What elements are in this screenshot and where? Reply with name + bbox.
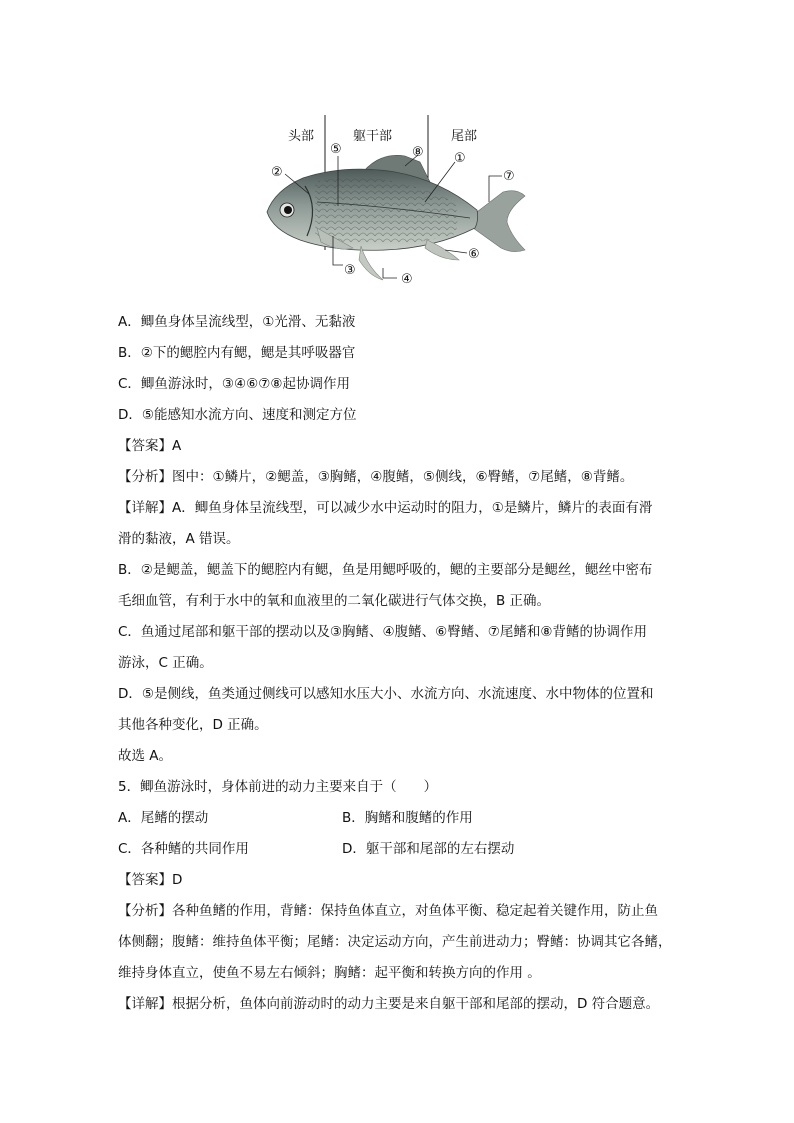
q5-option-d: D．躯干部和尾部的左右摆动 bbox=[342, 841, 515, 857]
anal-fin bbox=[425, 240, 459, 260]
q4-detail-line: 其他各种变化，D 正确。 bbox=[118, 717, 268, 733]
q5-answer: 【答案】D bbox=[118, 872, 183, 888]
q4-analysis: 【分析】图中：①鳞片，②鳃盖，③胸鳍，④腹鳍，⑤侧线，⑥臀鳍，⑦尾鳍，⑧背鳍。 bbox=[118, 469, 634, 485]
marker-5: ⑤ bbox=[330, 142, 342, 157]
region-label-tail: 尾部 bbox=[451, 129, 478, 144]
pelvic-fin bbox=[359, 246, 383, 280]
q4-detail-line: 游泳，C 正确。 bbox=[118, 655, 213, 671]
q5-question: 5．鲫鱼游泳时，身体前进的动力主要来自于（ ） bbox=[118, 779, 438, 795]
q4-detail-line: 毛细血管，有利于水中的氧和血液里的二氧化碳进行气体交换，B 正确。 bbox=[118, 593, 551, 609]
marker-8: ⑧ bbox=[412, 145, 424, 160]
q4-detail-line: 滑的黏液，A 错误。 bbox=[118, 531, 240, 547]
q5-option-b: B．胸鳍和腹鳍的作用 bbox=[342, 810, 473, 826]
fish-diagram bbox=[255, 110, 545, 295]
q5-detail: 【详解】根据分析，鱼体向前游动时的动力主要是来自躯干部和尾部的摆动，D 符合题意。 bbox=[118, 996, 660, 1012]
fish-pupil bbox=[284, 206, 292, 214]
q5-analysis-line: 【分析】各种鱼鳍的作用，背鳍：保持鱼体直立，对鱼体平衡、稳定起着关键作用，防止鱼 bbox=[118, 903, 658, 919]
marker-4: ④ bbox=[401, 272, 413, 287]
marker-7: ⑦ bbox=[503, 169, 515, 184]
q4-detail-line: D．⑤是侧线，鱼类通过侧线可以感知水压大小、水流方向、水流速度、水中物体的位置和 bbox=[118, 686, 654, 702]
q4-detail-line: 故选 A。 bbox=[118, 748, 173, 764]
q5-analysis-line: 维持身体直立，使鱼不易左右倾斜；胸鳍：起平衡和转换方向的作用 。 bbox=[118, 965, 541, 981]
q5-option-c: C．各种鳍的共同作用 bbox=[118, 841, 249, 857]
q5-option-a: A．尾鳍的摆动 bbox=[118, 810, 209, 826]
q4-detail-line: C．鱼通过尾部和躯干部的摆动以及③胸鳍、④腹鳍、⑥臀鳍、⑦尾鳍和⑧背鳍的协调作用 bbox=[118, 624, 647, 640]
leader-line-4 bbox=[383, 268, 397, 278]
q4-detail-line: 【详解】A．鲫鱼身体呈流线型，可以减少水中运动时的阻力，①是鳞片，鳞片的表面有滑 bbox=[118, 500, 653, 516]
q4-option-c: C．鲫鱼游泳时，③④⑥⑦⑧起协调作用 bbox=[118, 376, 350, 392]
q4-option-b: B．②下的鳃腔内有鳃，鳃是其呼吸器官 bbox=[118, 345, 356, 361]
marker-6: ⑥ bbox=[468, 247, 480, 262]
tail-fin bbox=[473, 191, 525, 252]
q5-analysis-line: 体侧翻；腹鳍：维持鱼体平衡；尾鳍：决定运动方向，产生前进动力；臀鳍：协调其它各鳍， bbox=[118, 934, 672, 950]
fish-diagram-svg bbox=[255, 110, 545, 295]
region-label-head: 头部 bbox=[288, 129, 315, 144]
marker-2: ② bbox=[271, 165, 283, 180]
marker-3: ③ bbox=[344, 263, 356, 278]
region-label-trunk: 躯干部 bbox=[353, 129, 393, 144]
q4-detail-line: B．②是鳃盖，鳃盖下的鳃腔内有鳃，鱼是用鳃呼吸的，鳃的主要部分是鳃丝，鳃丝中密布 bbox=[118, 562, 653, 578]
marker-1: ① bbox=[454, 151, 466, 166]
q4-answer: 【答案】A bbox=[118, 438, 182, 454]
q4-option-a: A．鲫鱼身体呈流线型，①光滑、无黏液 bbox=[118, 314, 356, 330]
q4-option-d: D．⑤能感知水流方向、速度和测定方位 bbox=[118, 407, 357, 423]
